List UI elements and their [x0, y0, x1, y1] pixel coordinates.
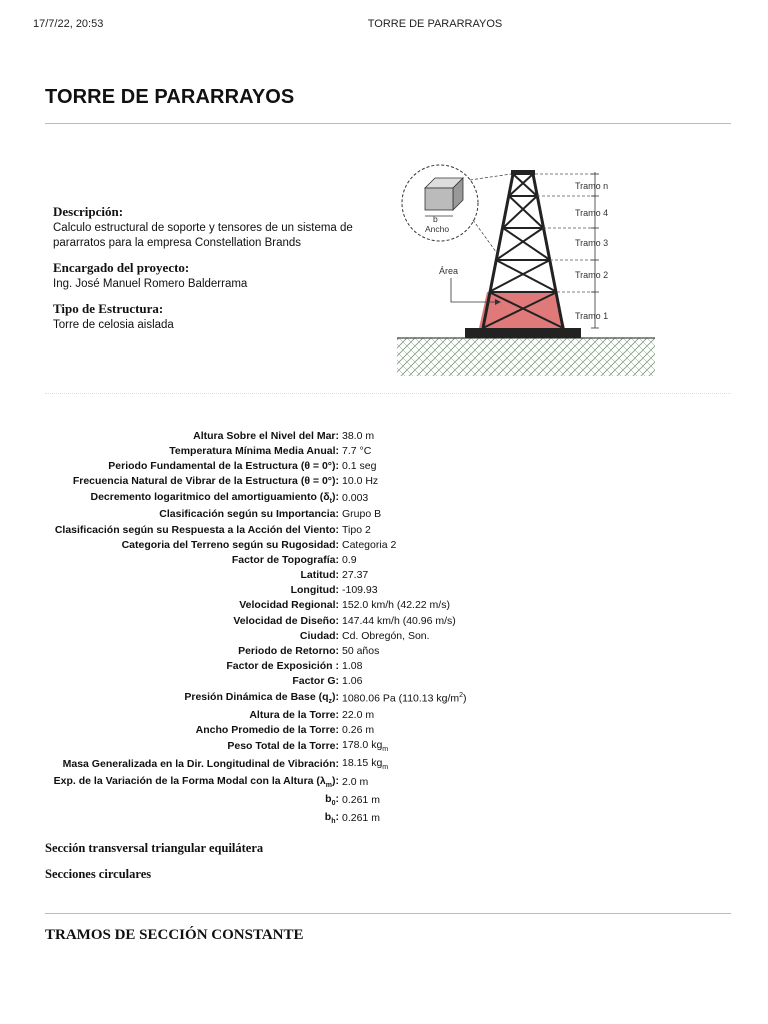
property-row: [0, 707, 768, 722]
label-text: Decremento logaritmico del amortiguamiento (δ: [90, 490, 330, 503]
divider: [45, 913, 731, 914]
label-text: ):: [332, 690, 339, 703]
property-value: [342, 739, 768, 753]
value-subscript: m: [382, 764, 389, 772]
manager-heading: Encargado del proyecto:: [53, 260, 190, 275]
property-value: 10.0 Hz: [342, 475, 379, 488]
property-row: [0, 689, 768, 707]
area-label: Área: [439, 266, 459, 276]
label-text: b: [325, 793, 332, 806]
label-subscript: h: [331, 818, 336, 826]
value-subscript: m: [382, 746, 389, 754]
tramo-4-label: Tramo 4: [575, 208, 609, 218]
property-row: [0, 537, 768, 552]
property-row: [0, 737, 768, 755]
detail-leader-2: [473, 220, 499, 256]
property-label: [0, 811, 342, 825]
value-text: 178.0 kg: [342, 739, 383, 752]
property-row: [0, 643, 768, 658]
property-value: Categoria 2: [342, 538, 397, 551]
print-title: TORRE DE PARARRAYOS: [367, 18, 503, 30]
property-value: 50 años: [342, 645, 380, 658]
property-row: [0, 613, 768, 628]
property-label: Factor G:: [292, 675, 339, 688]
property-row: [0, 773, 768, 791]
property-label: Periodo de Retorno:: [238, 645, 339, 658]
description-line-1: Calculo estructural de soporte y tensores de un sistema de: [53, 222, 353, 234]
label-text: b: [324, 811, 332, 824]
tower-top: [511, 170, 535, 175]
property-label: [0, 691, 342, 705]
property-row: [0, 674, 768, 689]
structure-type-text: Torre de celosia aislada: [53, 319, 174, 331]
property-row: [0, 489, 768, 507]
property-label: Velocidad de Diseño:: [233, 614, 339, 627]
property-value: [342, 692, 768, 705]
property-row: [0, 583, 768, 598]
property-row: [0, 458, 768, 473]
property-label: Peso Total de la Torre:: [227, 740, 339, 753]
property-row: [0, 507, 768, 522]
property-value: [342, 757, 768, 771]
property-label: Velocidad Regional:: [239, 599, 339, 612]
section-note: Secciones circulares: [45, 867, 152, 881]
property-row: [0, 809, 768, 827]
property-value: 22.0 m: [342, 708, 375, 721]
property-label: Clasificación según su Importancia:: [159, 508, 339, 521]
label-text: Presión Dinámica de Base (q: [184, 690, 329, 703]
property-row: [0, 628, 768, 643]
detail-leader-1: [470, 174, 511, 180]
property-row: [0, 552, 768, 567]
property-value: 0.26 m: [342, 723, 375, 736]
property-label: Factor de Exposición :: [226, 660, 339, 673]
manager-text: Ing. José Manuel Romero Balderrama: [53, 278, 248, 290]
description-text: [53, 221, 383, 251]
property-value: 7.7 °C: [342, 444, 372, 457]
value-text: 18.15 kg: [342, 757, 383, 770]
property-row: [0, 755, 768, 773]
property-row: [0, 522, 768, 537]
property-value: 2.0 m: [342, 776, 369, 789]
property-label: [0, 491, 342, 505]
property-label: Masa Generalizada en la Dir. Longitudinal de Vibración:: [62, 758, 339, 771]
print-date: 17/7/22, 20:53: [33, 18, 104, 30]
tower-base-plate: [465, 328, 581, 338]
section-title: TRAMOS DE SECCIÓN CONSTANTE: [45, 927, 304, 943]
property-label: [0, 775, 342, 789]
tower-diagram: [395, 158, 657, 380]
property-label: Factor de Topografía:: [231, 553, 339, 566]
property-value: 1.06: [342, 675, 363, 688]
property-label: [0, 793, 342, 807]
label-subscript: 0: [331, 800, 336, 808]
b-label: b: [433, 214, 438, 224]
structure-type-heading: Tipo de Estructura:: [53, 301, 164, 316]
property-row: [0, 791, 768, 809]
tramo-dimension-line: [591, 172, 599, 328]
property-value: Tipo 2: [342, 523, 371, 536]
property-value: 1.08: [342, 660, 363, 673]
label-text: Exp. de la Variación de la Forma Modal con la Altura (λ: [53, 775, 326, 788]
property-value: 0.003: [342, 491, 369, 504]
property-label: Periodo Fundamental de la Estructura (θ = 0°):: [108, 459, 339, 472]
property-label: Categoria del Terreno según su Rugosidad:: [121, 538, 339, 551]
label-subscript: m: [325, 782, 332, 790]
property-label: Altura de la Torre:: [249, 708, 339, 721]
value-text: 1080.06 Pa (110.13 kg/m: [342, 692, 460, 705]
property-row: [0, 722, 768, 737]
property-value: 0.261 m: [342, 794, 380, 807]
value-text: ): [463, 692, 467, 705]
label-subscript: z: [328, 698, 332, 706]
divider: [45, 123, 731, 124]
property-row: [0, 443, 768, 458]
property-row: [0, 568, 768, 583]
property-label: Longitud:: [290, 584, 339, 597]
property-row: [0, 598, 768, 613]
description-line-2: pararratos para la empresa Constellation Brands: [53, 237, 302, 249]
property-value: Grupo B: [342, 508, 382, 521]
member-block: [425, 178, 463, 210]
property-label: Frecuencia Natural de Vibrar de la Estructura (θ = 0°):: [72, 475, 339, 488]
label-text: ):: [332, 490, 339, 503]
page-title: TORRE DE PARARRAYOS: [45, 86, 295, 108]
tramo-3-label: Tramo 3: [575, 238, 609, 248]
property-row: [0, 474, 768, 489]
divider: [45, 393, 731, 394]
tramo-2-label: Tramo 2: [575, 270, 609, 280]
label-text: ):: [332, 775, 339, 788]
property-value: 0.1 seg: [342, 459, 377, 472]
label-text: :: [335, 811, 339, 824]
label-text: :: [335, 793, 339, 806]
tramo-n-label: Tramo n: [575, 181, 609, 191]
property-row: [0, 428, 768, 443]
property-value: 147.44 km/h (40.96 m/s): [342, 614, 456, 627]
tramo-1-label: Tramo 1: [575, 311, 609, 321]
properties-list: [0, 428, 768, 827]
property-value: 0.9: [342, 553, 357, 566]
description-heading: Descripción:: [53, 204, 124, 219]
property-value: 38.0 m: [342, 429, 375, 442]
property-label: Latitud:: [300, 569, 339, 582]
property-label: Ancho Promedio de la Torre:: [195, 723, 339, 736]
property-label: Temperatura Mínima Media Anual:: [169, 444, 339, 457]
ancho-label: Ancho: [425, 224, 450, 234]
property-value: Cd. Obregón, Son.: [342, 629, 430, 642]
property-label: Clasificación según su Respuesta a la Acción del Viento:: [54, 523, 339, 536]
project-info: [53, 204, 383, 333]
section-note: Sección transversal triangular equilátera: [45, 841, 264, 855]
label-subscript: t: [329, 497, 332, 505]
property-label: Ciudad:: [299, 629, 339, 642]
property-value: 27.37: [342, 569, 369, 582]
property-label: Altura Sobre el Nivel del Mar:: [193, 429, 339, 442]
value-superscript: 2: [459, 691, 464, 699]
property-value: 152.0 km/h (42.22 m/s): [342, 599, 450, 612]
property-value: 0.261 m: [342, 812, 380, 825]
property-row: [0, 659, 768, 674]
property-value: -109.93: [342, 584, 378, 597]
ground-hatch: [397, 338, 655, 376]
